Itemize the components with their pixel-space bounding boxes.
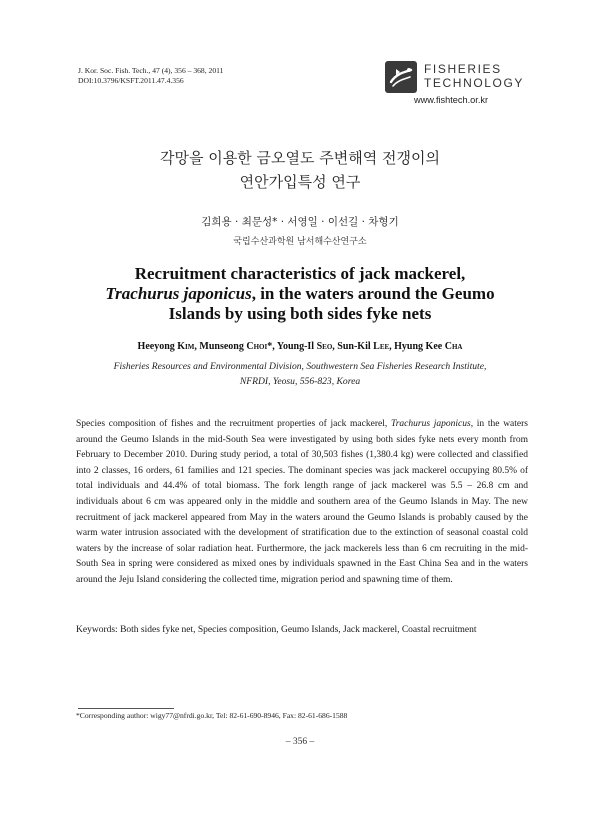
author: Heeyong Kim, xyxy=(137,341,200,352)
english-authors xyxy=(0,341,600,352)
journal-citation: J. Kor. Soc. Fish. Tech., 47 (4), 356 – 368, 2011 xyxy=(78,66,224,75)
english-affiliation xyxy=(0,360,600,389)
english-title-line-1: Recruitment characteristics of jack mackerel, xyxy=(134,264,466,283)
page-number: – 356 – xyxy=(285,737,315,747)
english-title xyxy=(0,264,600,324)
author: Hyung Kee Cha xyxy=(394,341,463,352)
english-affiliation-line-1: Fisheries Resources and Environmental Division, Southwestern Sea Fisheries Research Institute, xyxy=(113,361,487,372)
abstract-paragraph: Species composition of fishes and the recruitment properties of jack mackerel, Trachurus japonicus, in the waters around the Geumo Islands in the mid-South Sea were investigated by using both sides fyke nets every month from February to December 2010. During study period, a total of 30,503 fishes (1,380.4 kg) were collected and classified into 2 classes, 16 orders, 61 families and 121 species. The dominant species was jack mackerel occupying 80.5% of total individuals and 44.4% of total biomass. The fork length range of jack mackerel was 5.5 – 26.8 cm and individuals about 6 cm was appeared only in the middle and southern area of the Geumo Islands in May. The new recruitment of jack mackerel appeared from May in the waters around the Geumo Islands is probably caused by the warm water intrusion associated with the development of stratification due to the extinction of seasonal coastal cold waters by the increase of solar radiation heat. Furthermore, the jack mackerels less than 6 cm recruiting in the mid-South Sea in spring were considered as mixed ones by individuals spawned in the East China Sea and in the waters around the Jeju Island considering the collected time, migration period and spawning time of them. xyxy=(76,419,528,585)
english-title-line-2 xyxy=(0,284,600,304)
fish-hook-logo-icon xyxy=(384,60,418,94)
korean-title-line-2: 연안가입특성 연구 xyxy=(239,173,361,191)
english-title-line-2-rest: , in the waters around the Geumo xyxy=(251,284,495,303)
journal-doi: DOI:10.3796/KSFT.2011.47.4.356 xyxy=(78,76,184,85)
korean-title-line-1: 각망을 이용한 금오열도 주변해역 전갱이의 xyxy=(160,149,440,167)
journal-url[interactable]: www.fishtech.or.kr xyxy=(414,95,489,105)
journal-meta xyxy=(78,66,223,86)
author: Young-Il Seo, xyxy=(276,341,338,352)
keywords: Keywords: Both sides fyke net, Species composition, Geumo Islands, Jack mackerel, Coastal recruitment xyxy=(76,625,477,635)
author: Sun-Kil Lee, xyxy=(337,341,395,352)
logo-text-fisheries: FISHERIES xyxy=(424,62,502,76)
english-affiliation-line-2: NFRDI, Yeosu, 556-823, Korea xyxy=(239,375,361,387)
corresponding-author-footnote: *Corresponding author: wigy77@nfrdi.go.kr, Tel: 82-61-690-8946, Fax: 82-61-686-1588 xyxy=(76,711,348,720)
author: Munseong Choi*, xyxy=(199,341,277,352)
species-name-italic: Trachurus japonicus xyxy=(390,419,471,429)
english-title-line-3: Islands by using both sides fyke nets xyxy=(168,304,432,323)
journal-logo xyxy=(384,58,534,108)
footnote-divider xyxy=(78,708,174,709)
korean-affiliation: 국립수산과학원 남서해수산연구소 xyxy=(233,237,367,247)
abstract xyxy=(76,417,528,589)
logo-text-technology: TECHNOLOGY xyxy=(424,76,525,90)
korean-title xyxy=(0,146,600,194)
korean-authors: 김희용 · 최문성* · 서영일 · 이선길 · 차형기 xyxy=(201,216,399,228)
species-name-italic: Trachurus japonicus xyxy=(105,284,252,303)
